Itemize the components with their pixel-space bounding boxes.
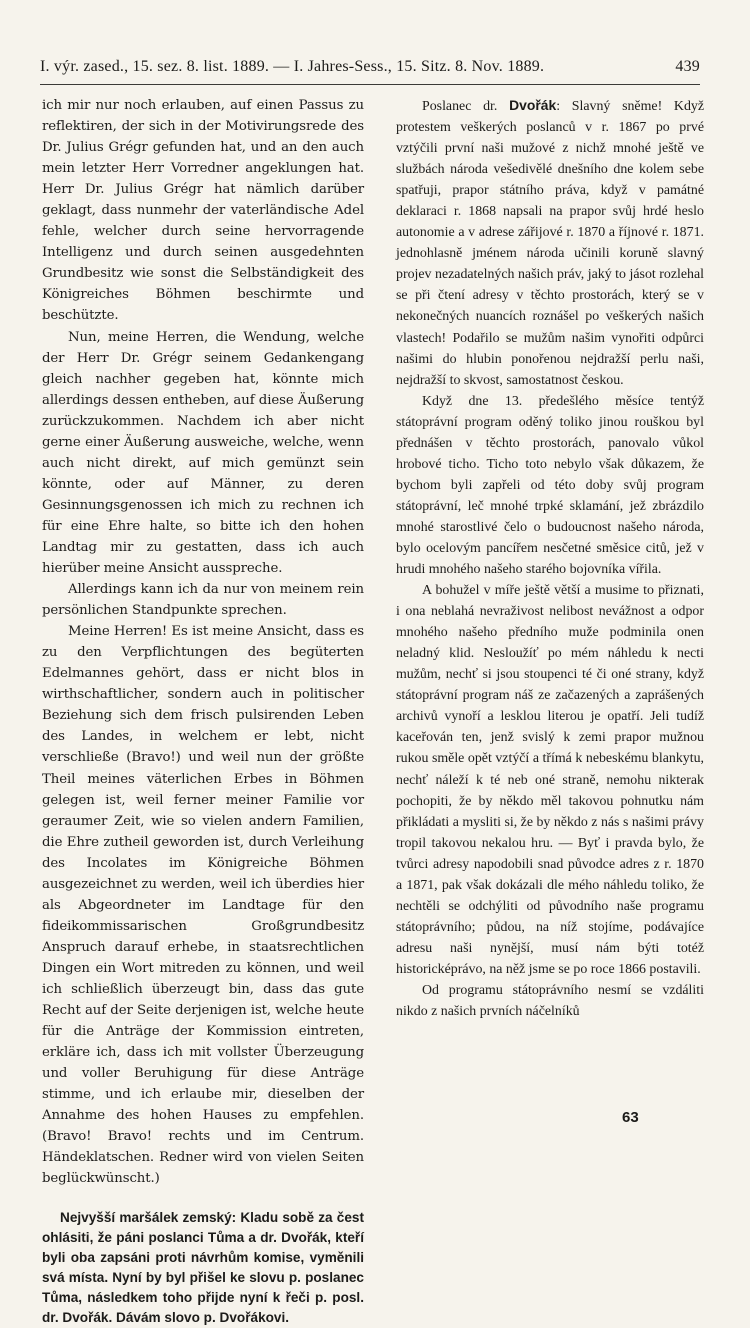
right-paragraph-2: Když dne 13. předešlého měsíce tentýž státoprávní program oděný toliko jinou rouškou byl přednášen v těchto prostorách, panovalo vůkol hrobové ticho. Ticho toto nebylo však důkazem, že bychom byli zapřeli od této doby svůj program státoprávní, leč mnohé trpké sklamání, jež zbrázdilo mnohé starostlivé čelo o budoucnost našeho národa, bylo ocelovým pancířem nesčetné směsice citů, jež v hrudi mnohého našeho starého bojovníka vířila. <box>396 393 704 578</box>
marshal-text: : Kladu sobě za čest ohlásiti, že páni poslanci Tůma a dr. Dvořák, kteří byli oba zapsáni proti návrhům komise, vyměnili svá místa. Nyní by byl přišel ke slovu p. poslanec Tůma, následkem toho přijde nyní k řeči p. posl. dr. Dvořák. Dávám slovo p. Dvořákovi. <box>42 1210 364 1326</box>
left-column <box>42 95 364 1328</box>
right-paragraph-3: A bohužel v míře ještě větší a musime to přiznati, i ona neblahá nevraživost nelibost nevážnost a odpor mnohého našeho předního muže podminila onen neladný klid. Nesloužíť po mém náhledu k necti mužům, nechť si jsou stoupenci té či oné strany, když státoprávní program náš ze začazených a zaprášených archivů vynoří a lesklou literou je opatří. Jeli tudíž kaceřován ten, jenž svislý k zemi prapor mužnou rukou směle opět vztýčí a třímá k nebeskému blankytu, nechť náleží k té neb oné straně, nemohu nikterak pochopiti, že by někdo měl takovou pohnutku nám přikládati a mysliti si, že by někdo z nás s našimi právy tropil takovou nekalou hru. — Byť i pravda bylo, že tvůrci adresy napodobili snad původce adres z r. 1870 a 1871, pak však dokázali dle mého náhledu toliko, že nechtěli se odchýliti od původního naše programu státoprávního; půdou, na níž stojíme, podávajíce adresu naši nynější, musí nám býti totéž historicképrávo, na něž jsme se po roce 1866 postavili. <box>396 583 704 977</box>
right-column <box>396 95 704 1022</box>
left-paragraph-1: ich mir nur noch erlauben, auf einen Passus zu reflektiren, der sich in der Motivirungsrede des Dr. Julius Grégr gefunden hat, und an den auch mein letzter Herr Vorredner angeklungen hat. Herr Dr. Julius Grégr hat nämlich darüber geklagt, dass nunmehr der vaterländische Adel fehle, welcher durch seine hervorragende Intelligenz und durch seinen ausgedehnten Grundbesitz wie sonst die Selbständigkeit des Königreiches Böhmen beschirmte und beschützte. <box>42 98 364 324</box>
speaker-text: : Slavný sněme! Když protestem veškerých poslanců v r. 1867 po prvé vztýčili první naši mužové z nichž mnohé ještě ve službách národa vešedivělé dnešního dne kolem sebe spatřuji, prapor státního práva, když v památné deklaraci r. 1868 napsali na prapor svůj hrdé heslo autonomie a v adrese zářijové r. 1870 a říjnové r. 1871. jednohlasně jménem národa učinili koruně slavný projev nezadatelných našich práv, jaký to jásot rozlehal se při čtení adresy v těchto prostorách, který se v nekonečných nuancích roznášel po veškerých našich vlastech! Podařilo se mužům našim vynořiti odpůrci našimi do hlubin ponořenou nejdražší perlu naši, nejdražší to skvost, samostatnost českou. <box>396 99 704 388</box>
marshal-speaker-name: Nejvyšší maršálek zemský <box>60 1210 232 1226</box>
right-paragraph-1 <box>396 95 704 391</box>
left-paragraph-4: Meine Herren! Es ist meine Ansicht, dass es zu den Verpflichtungen des begüterten Edelmannes gehört, dass er nicht blos in wirthschaftlicher, sondern auch in politischer Beziehung sich dem frisch pulsirenden Leben des Landes, in welchem er lebt, nicht verschließe (Bravo!) und weil nun der größte Theil meines väterlichen Erbes in Böhmen gelegen ist, weil ferner meiner Familie vor geraumer Zeit, wie so vielen andern Familien, die Ehre zutheil geworden ist, durch Verleihung des Incolates im Königreiche Böhmen ausgezeichnet zu werden, weil ich überdies hier als Abgeordneter im Landtage für den fideikommissarischen Großgrundbesitz Anspruch darauf erhebe, in staatsrechtlichen Dingen ein Wort mitreden zu können, und weil ich schließlich überzeugt bin, dass das gute Recht auf der Seite derjenigen ist, welche heute für die Anträge der Kommission eintreten, erkläre ich, dass ich mit vollster Überzeugung und voller Beruhigung für diese Anträge stimme, und ich erlaube mir, dieselben der Annahme des hohen Hauses zu empfehlen. (Bravo! Bravo! rechts und im Centrum. Händeklatschen. Redner wird von vielen Seiten beglückwünscht.) <box>42 624 364 1187</box>
left-paragraph-3: Allerdings kann ich da nur von meinem rein persönlichen Standpunkte sprechen. <box>42 582 364 619</box>
speaker-intro: Poslanec dr. <box>422 99 510 114</box>
running-title: I. výr. zased., 15. sez. 8. list. 1889. — I. Jahres-Sess., 15. Sitz. 8. Nov. 1889. <box>40 58 545 75</box>
page-number: 439 <box>675 58 700 75</box>
right-paragraph-4: Od programu státoprávního nesmí se vzdáliti nikdo z našich prvních náčelníků <box>396 982 704 1020</box>
speaker-name: Dvořák <box>509 97 557 113</box>
sheet-signature: 63 <box>622 1109 639 1126</box>
header-rule <box>40 84 700 85</box>
left-paragraph-2: Nun, meine Herren, die Wendung, welche der Herr Dr. Grégr seinem Gedankengang gleich nachher gegeben hat, könnte mich allerdings dessen entheben, auf diese Äußerung zurückzukommen. Nachdem ich aber nicht gerne einer Äußerung ausweiche, welche, wenn auch nicht direkt, auf mich gemünzt sein könnte, oder auf Männer, zu deren Gesinnungsgenossen ich mich zu rechnen ich für eine Ehre halte, so bitte ich den hohen Landtag mir zu gestatten, dass ich auch hierüber meine Ansicht ausspreche. <box>42 329 364 577</box>
running-header <box>40 58 700 80</box>
marshal-announcement <box>42 1208 364 1328</box>
